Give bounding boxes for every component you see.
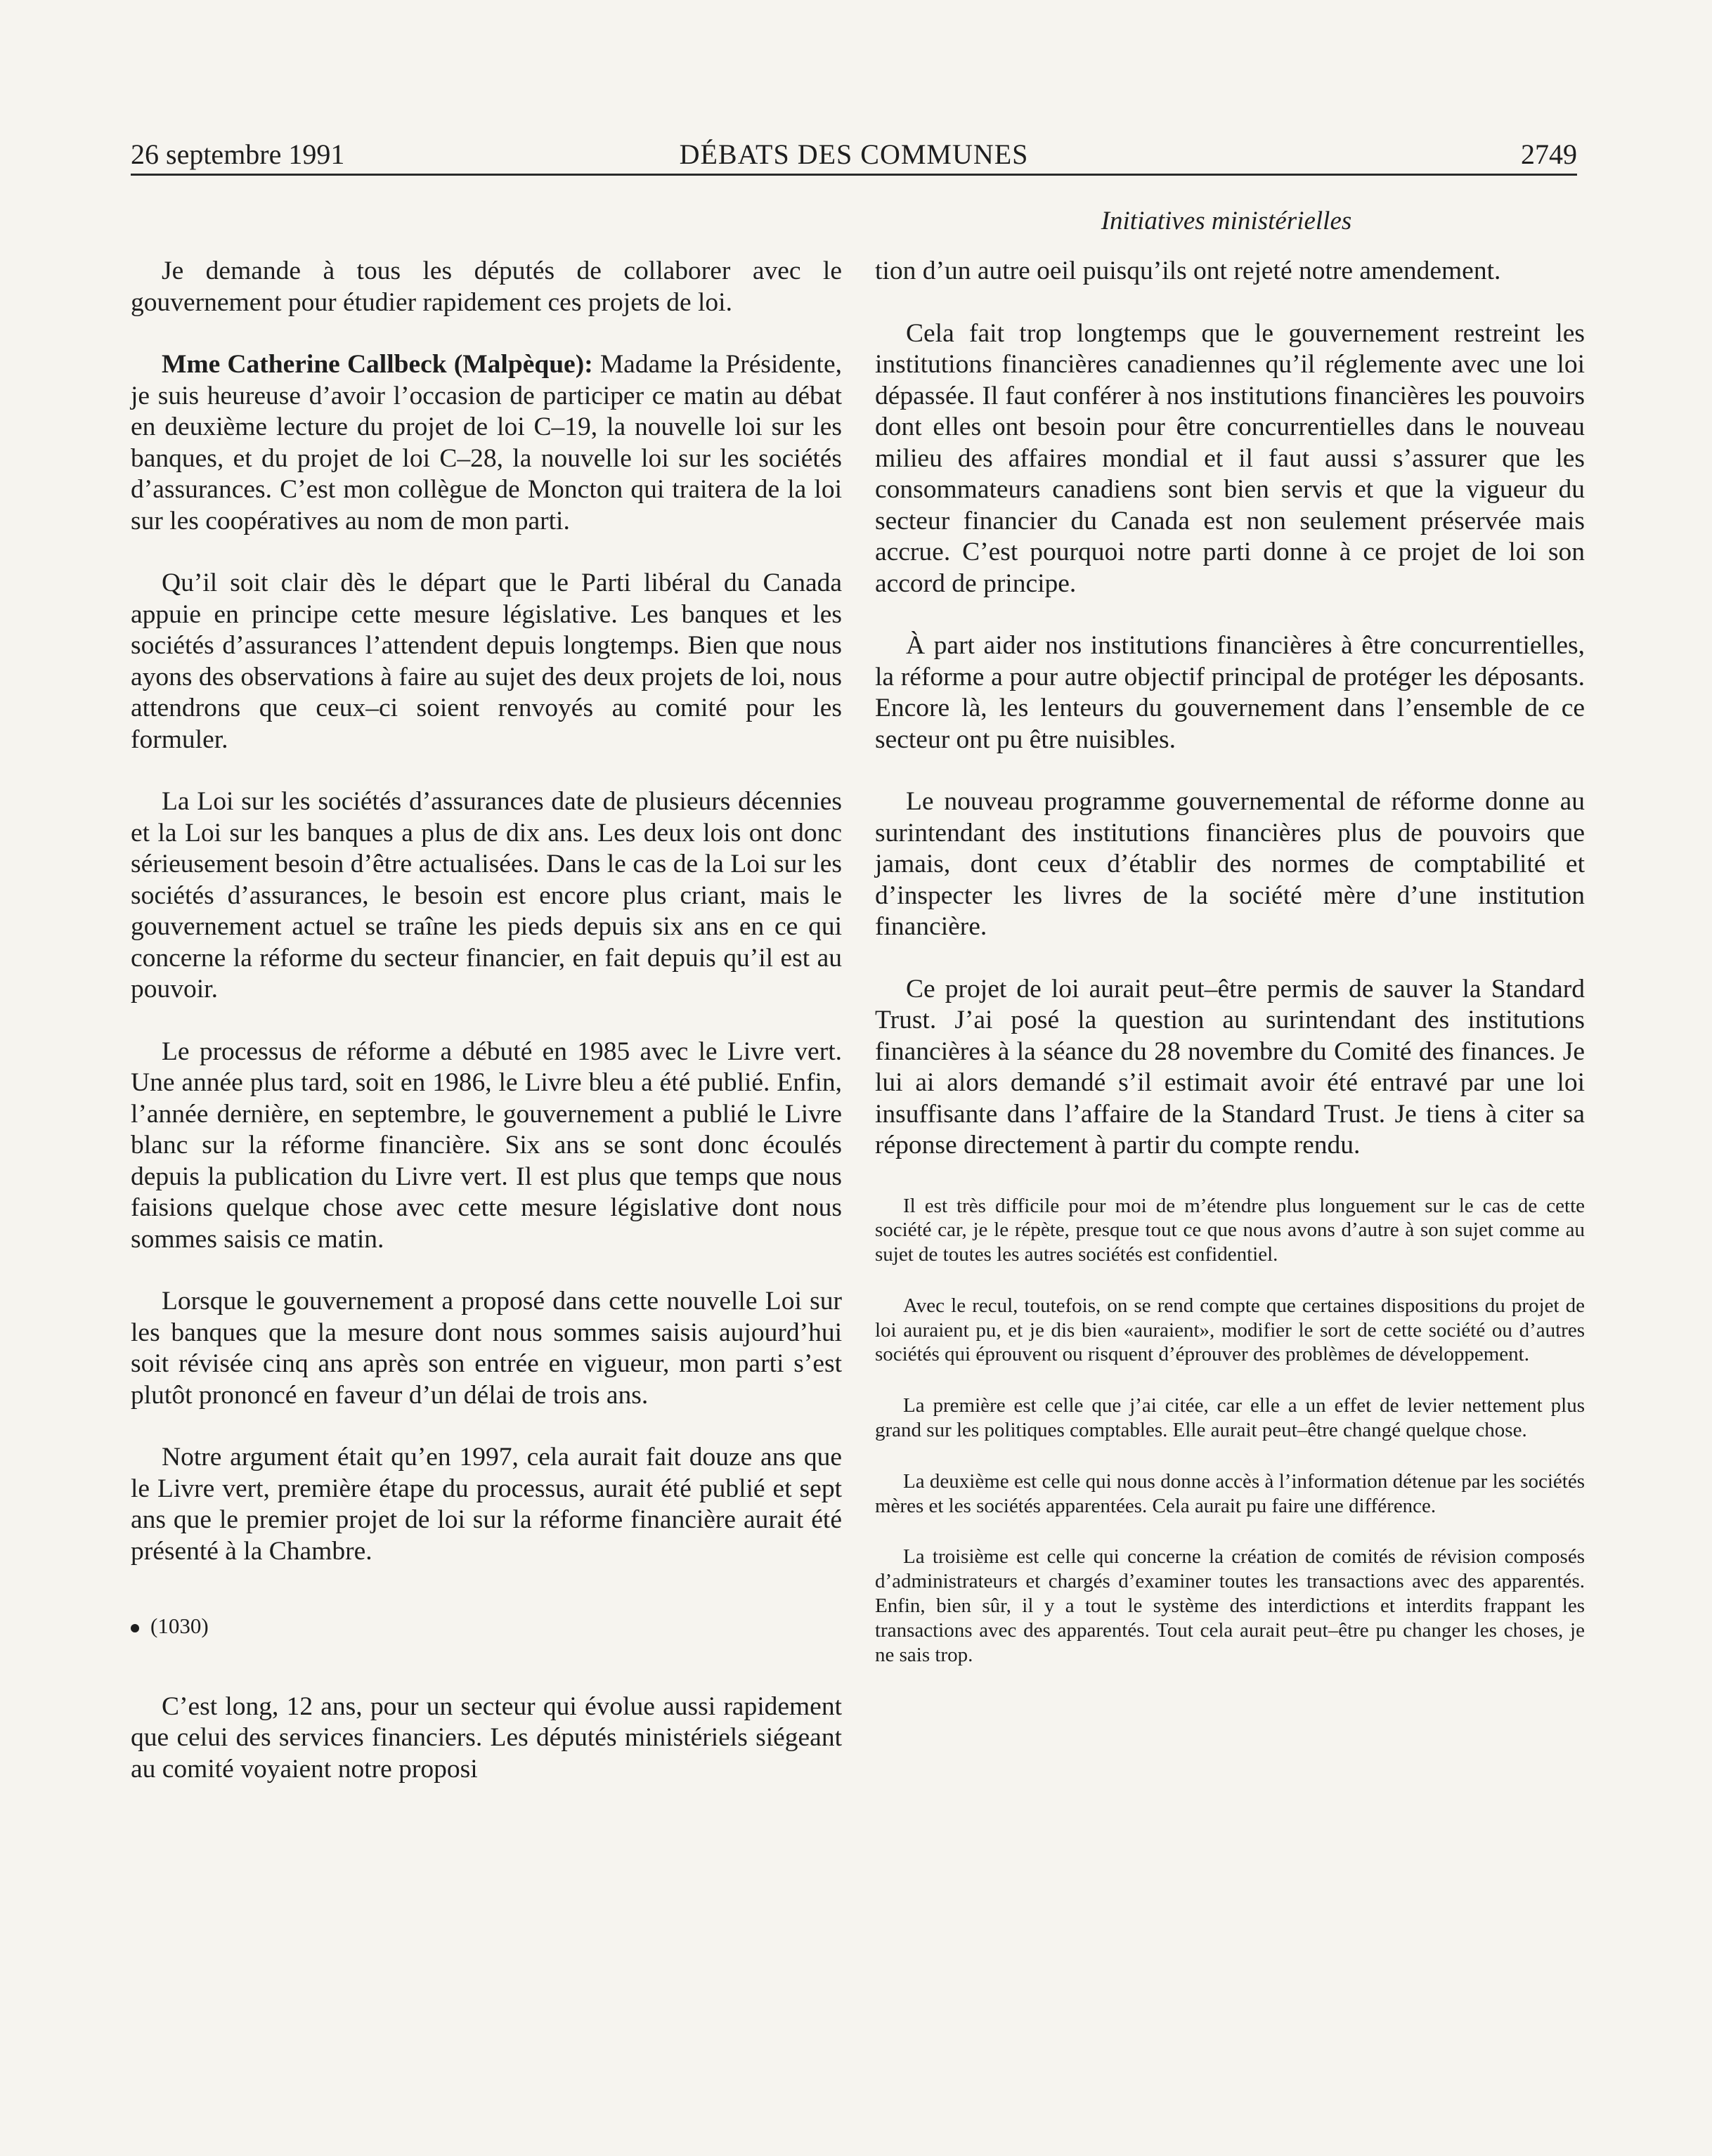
page-number: 2749 [1521, 138, 1577, 170]
paragraph: La Loi sur les sociétés d’assurances date de plusieurs décennies et la Loi sur les banques a plus de dix ans. Les deux lois ont donc sérieusement besoin d’être actualisées. Dans le cas de la Loi sur les sociétés d’assurances, le besoin est encore plus criant, mais le gouvernement actuel se traîne les pieds depuis six ans en ce qui concerne la réforme du secteur financier, en fait depuis qu’il est au pouvoir. [131, 787, 842, 1004]
paragraph: Je demande à tous les députés de collaborer avec le gouvernement pour étudier rapidement ces projets de loi. [131, 256, 842, 317]
quoted-testimony [875, 1194, 1585, 1668]
speech-text: Madame la Présidente, je suis heureuse d’avoir l’occasion de participer ce matin au débat en deuxième lecture du projet de loi C–19, la nouvelle loi sur les banques, et du projet de loi C–28, la nouvelle loi sur les sociétés d’assurances. C’est mon collègue de Moncton qui traitera de la loi sur les coopératives au nom de mon parti. [131, 350, 842, 535]
quote-paragraph: La troisième est celle qui concerne la création de comités de révision composés d’administrateurs et chargés d’examiner toutes les transactions avec des apparentés. Enfin, bien sûr, il y a tout le système des interdictions et interdits frappant les transactions avec des apparentés. Tout cela aurait peut–être pu changer les choses, je ne sais trop. [875, 1545, 1585, 1666]
speaker-name: Mme Catherine Callbeck (Malpèque): [162, 350, 593, 379]
paragraph: C’est long, 12 ans, pour un secteur qui évolue aussi rapidement que celui des services financiers. Les députés ministériels siégeant au comité voyaient notre proposi [131, 1691, 842, 1784]
header-title: DÉBATS DES COMMUNES [679, 138, 1029, 170]
quote-paragraph: La deuxième est celle qui nous donne accès à l’information détenue par les sociétés mères et les sociétés apparentées. Cela aurait pu faire une différence. [875, 1469, 1585, 1517]
quote-paragraph: La première est celle que j’ai citée, car elle a un effet de levier nettement plus grand sur les politiques comptables. Elle aurait peut–être changé quelque chose. [875, 1394, 1585, 1442]
quote-paragraph: Avec le recul, toutefois, on se rend compte que certaines dispositions du projet de loi auraient pu, et je dis bien «auraient», modifier le sort de cette société ou d’autres sociétés qui éprouvent ou risquent d’éprouver des problèmes de développement. [875, 1294, 1585, 1366]
paragraph-speech [131, 349, 842, 537]
paragraph-continued: tion d’un autre oeil puisqu’ils ont rejeté notre amendement. [875, 256, 1501, 285]
time-marker [131, 1611, 842, 1642]
quote-paragraph: Il est très difficile pour moi de m’étendre plus longuement sur le cas de cette société car, je le répète, presque tout ce que nous avons d’autre à son sujet comme au sujet de toutes les autres sociétés est confidentiel. [875, 1194, 1585, 1266]
paragraph: Le processus de réforme a débuté en 1985 avec le Livre vert. Une année plus tard, soit en 1986, le Livre bleu a été publié. Enfin, l’année dernière, en septembre, le gouvernement a publié le Livre blanc sur la réforme financière. Six ans se sont donc écoulés depuis la publication du Livre vert. Il est plus que temps que nous faisions quelque chose avec cette mesure législative dont nous sommes saisis ce matin. [131, 1037, 842, 1254]
right-column [875, 256, 1585, 1667]
header-rule [131, 174, 1577, 176]
paragraph: Ce projet de loi aurait peut–être permis de sauver la Standard Trust. J’ai posé la question au surintendant des institutions financières à la séance du 28 novembre du Comité des finances. Je lui ai alors demandé s’il estimait avoir été entravé par une loi insuffisante dans l’affaire de la Standard Trust. Je tiens à citer sa réponse directement à partir du compte rendu. [875, 974, 1585, 1160]
header-date: 26 septembre 1991 [131, 138, 345, 170]
bullet-icon [131, 1624, 139, 1632]
paragraph: À part aider nos institutions financières à être concurrentielles, la réforme a pour autre objectif principal de protéger les déposants. Encore là, les lenteurs du gouvernement dans l’ensemble de ce secteur ont pu être nuisibles. [875, 631, 1585, 754]
paragraph: Qu’il soit clair dès le départ que le Parti libéral du Canada appuie en principe cette mesure législative. Les banques et les sociétés d’assurances l’attendent depuis longtemps. Bien que nous ayons des observations à faire au sujet des deux projets de loi, nous attendrons que ceux–ci soient renvoyés au comité pour les formuler. [131, 569, 842, 754]
left-column [131, 256, 842, 1785]
page-header [131, 134, 1577, 176]
paragraph: Notre argument était qu’en 1997, cela aurait fait douze ans que le Livre vert, première étape du processus, aurait été publié et sept ans que le premier projet de loi sur la réforme financière aurait été présenté à la Chambre. [131, 1443, 842, 1566]
paragraph: Le nouveau programme gouvernemental de réforme donne au surintendant des institutions financières plus de pouvoirs que jamais, dont ceux d’établir des normes de comptabilité et d’inspecter les livres de la société mère d’une institution financière. [875, 787, 1585, 941]
section-title: Initiatives ministérielles [1101, 207, 1352, 235]
paragraph: Lorsque le gouvernement a proposé dans cette nouvelle Loi sur les banques que la mesure dont nous sommes saisis aujourd’hui soit révisée cinq ans après son entrée en vigueur, mon parti s’est plutôt prononcé en faveur d’un délai de trois ans. [131, 1287, 842, 1410]
time-marker-text: (1030) [150, 1613, 209, 1638]
paragraph: Cela fait trop longtemps que le gouvernement restreint les institutions financières canadiennes qu’il réglemente avec une loi dépassée. Il faut conférer à nos institutions financières les pouvoirs dont elles ont besoin pour être concurrentielles dans le nouveau milieu des affaires mondial et il faut aussi s’assurer que les consommateurs canadiens sont bien servis et que la vigueur du secteur financier du Canada est non seulement préservée mais accrue. C’est pourquoi notre parti donne à ce projet de loi son accord de principe. [875, 318, 1585, 598]
